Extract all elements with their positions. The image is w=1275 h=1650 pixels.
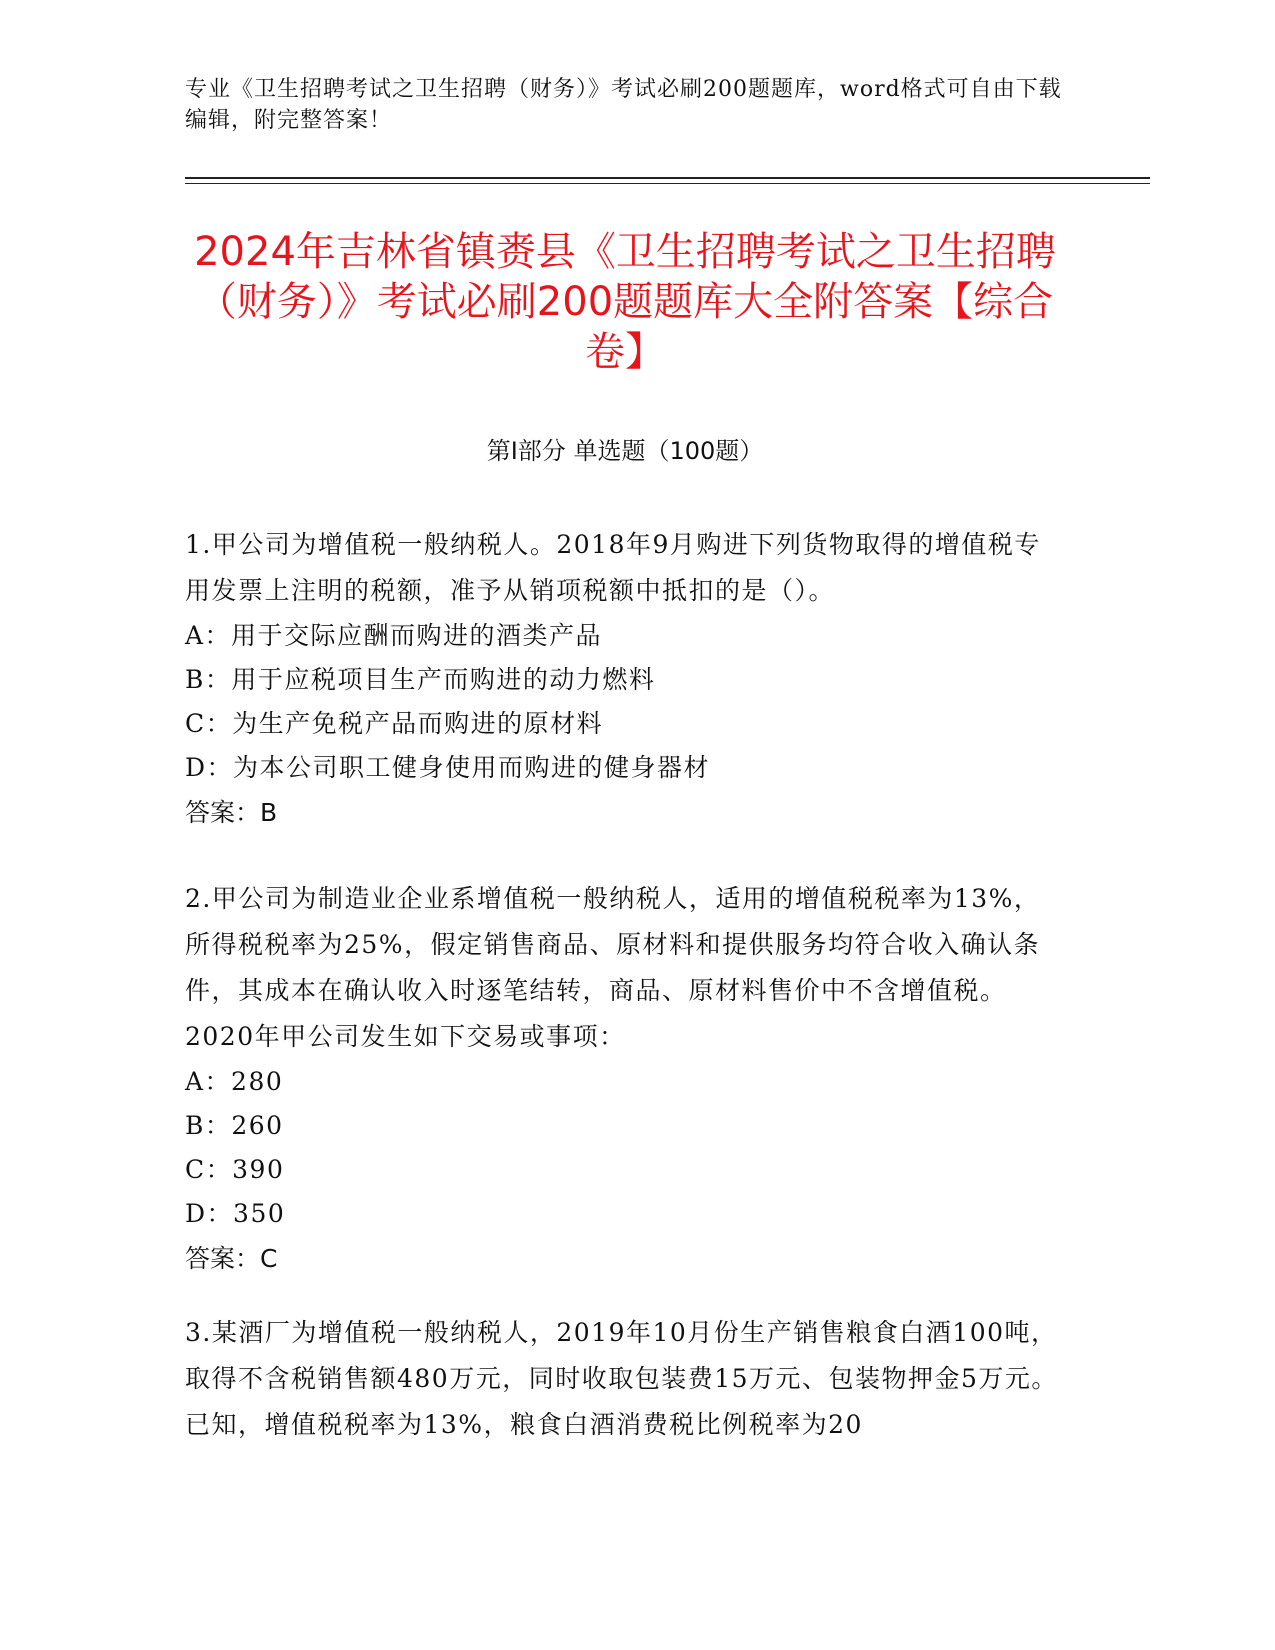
option-a: A：280 bbox=[185, 1067, 284, 1096]
question-2 bbox=[185, 876, 1065, 1282]
option-b: B：260 bbox=[185, 1111, 284, 1140]
question-stem: 2.甲公司为制造业企业系增值税一般纳税人，适用的增值税税率为13%，所得税税率为25%，假定销售商品、原材料和提供服务均符合收入确认条件，其成本在确认收入时逐笔结转，商品、原材料售价中不含增值税。2020年甲公司发生如下交易或事项： bbox=[185, 884, 1041, 1051]
section-title: 第I部分 单选题（100题） bbox=[486, 437, 764, 465]
question-stem: 1.甲公司为增值税一般纳税人。2018年9月购进下列货物取得的增值税专用发票上注明的税额，准予从销项税额中抵扣的是（）。 bbox=[185, 530, 1041, 605]
option-c: C：390 bbox=[185, 1155, 285, 1184]
option-b: B：用于应税项目生产而购进的动力燃料 bbox=[185, 665, 656, 694]
question-stem: 3.某酒厂为增值税一般纳税人，2019年10月份生产销售粮食白酒100吨，取得不含税销售额480万元，同时收取包装费15万元、包装物押金5万元。已知，增值税税率为13%，粮食白酒消费税比例税率为20 bbox=[185, 1318, 1058, 1439]
option-d: D：为本公司职工健身使用而购进的健身器材 bbox=[185, 753, 711, 782]
question-1 bbox=[185, 522, 1065, 836]
header-divider-thin bbox=[185, 183, 1150, 184]
option-c: C：为生产免税产品而购进的原材料 bbox=[185, 709, 604, 738]
header-note: 专业《卫生招聘考试之卫生招聘（财务）》考试必刷200题题库，word格式可自由下载编辑，附完整答案！ bbox=[185, 77, 1062, 133]
answer: 答案：C bbox=[185, 1244, 278, 1273]
answer: 答案：B bbox=[185, 798, 278, 827]
question-3 bbox=[185, 1310, 1065, 1448]
header-divider-thick bbox=[185, 177, 1150, 179]
option-d: D：350 bbox=[185, 1199, 286, 1228]
option-a: A：用于交际应酬而购进的酒类产品 bbox=[185, 621, 603, 650]
document-title: 2024年吉林省镇赉县《卫生招聘考试之卫生招聘（财务）》考试必刷200题题库大全附答案【综合卷】 bbox=[194, 228, 1056, 375]
